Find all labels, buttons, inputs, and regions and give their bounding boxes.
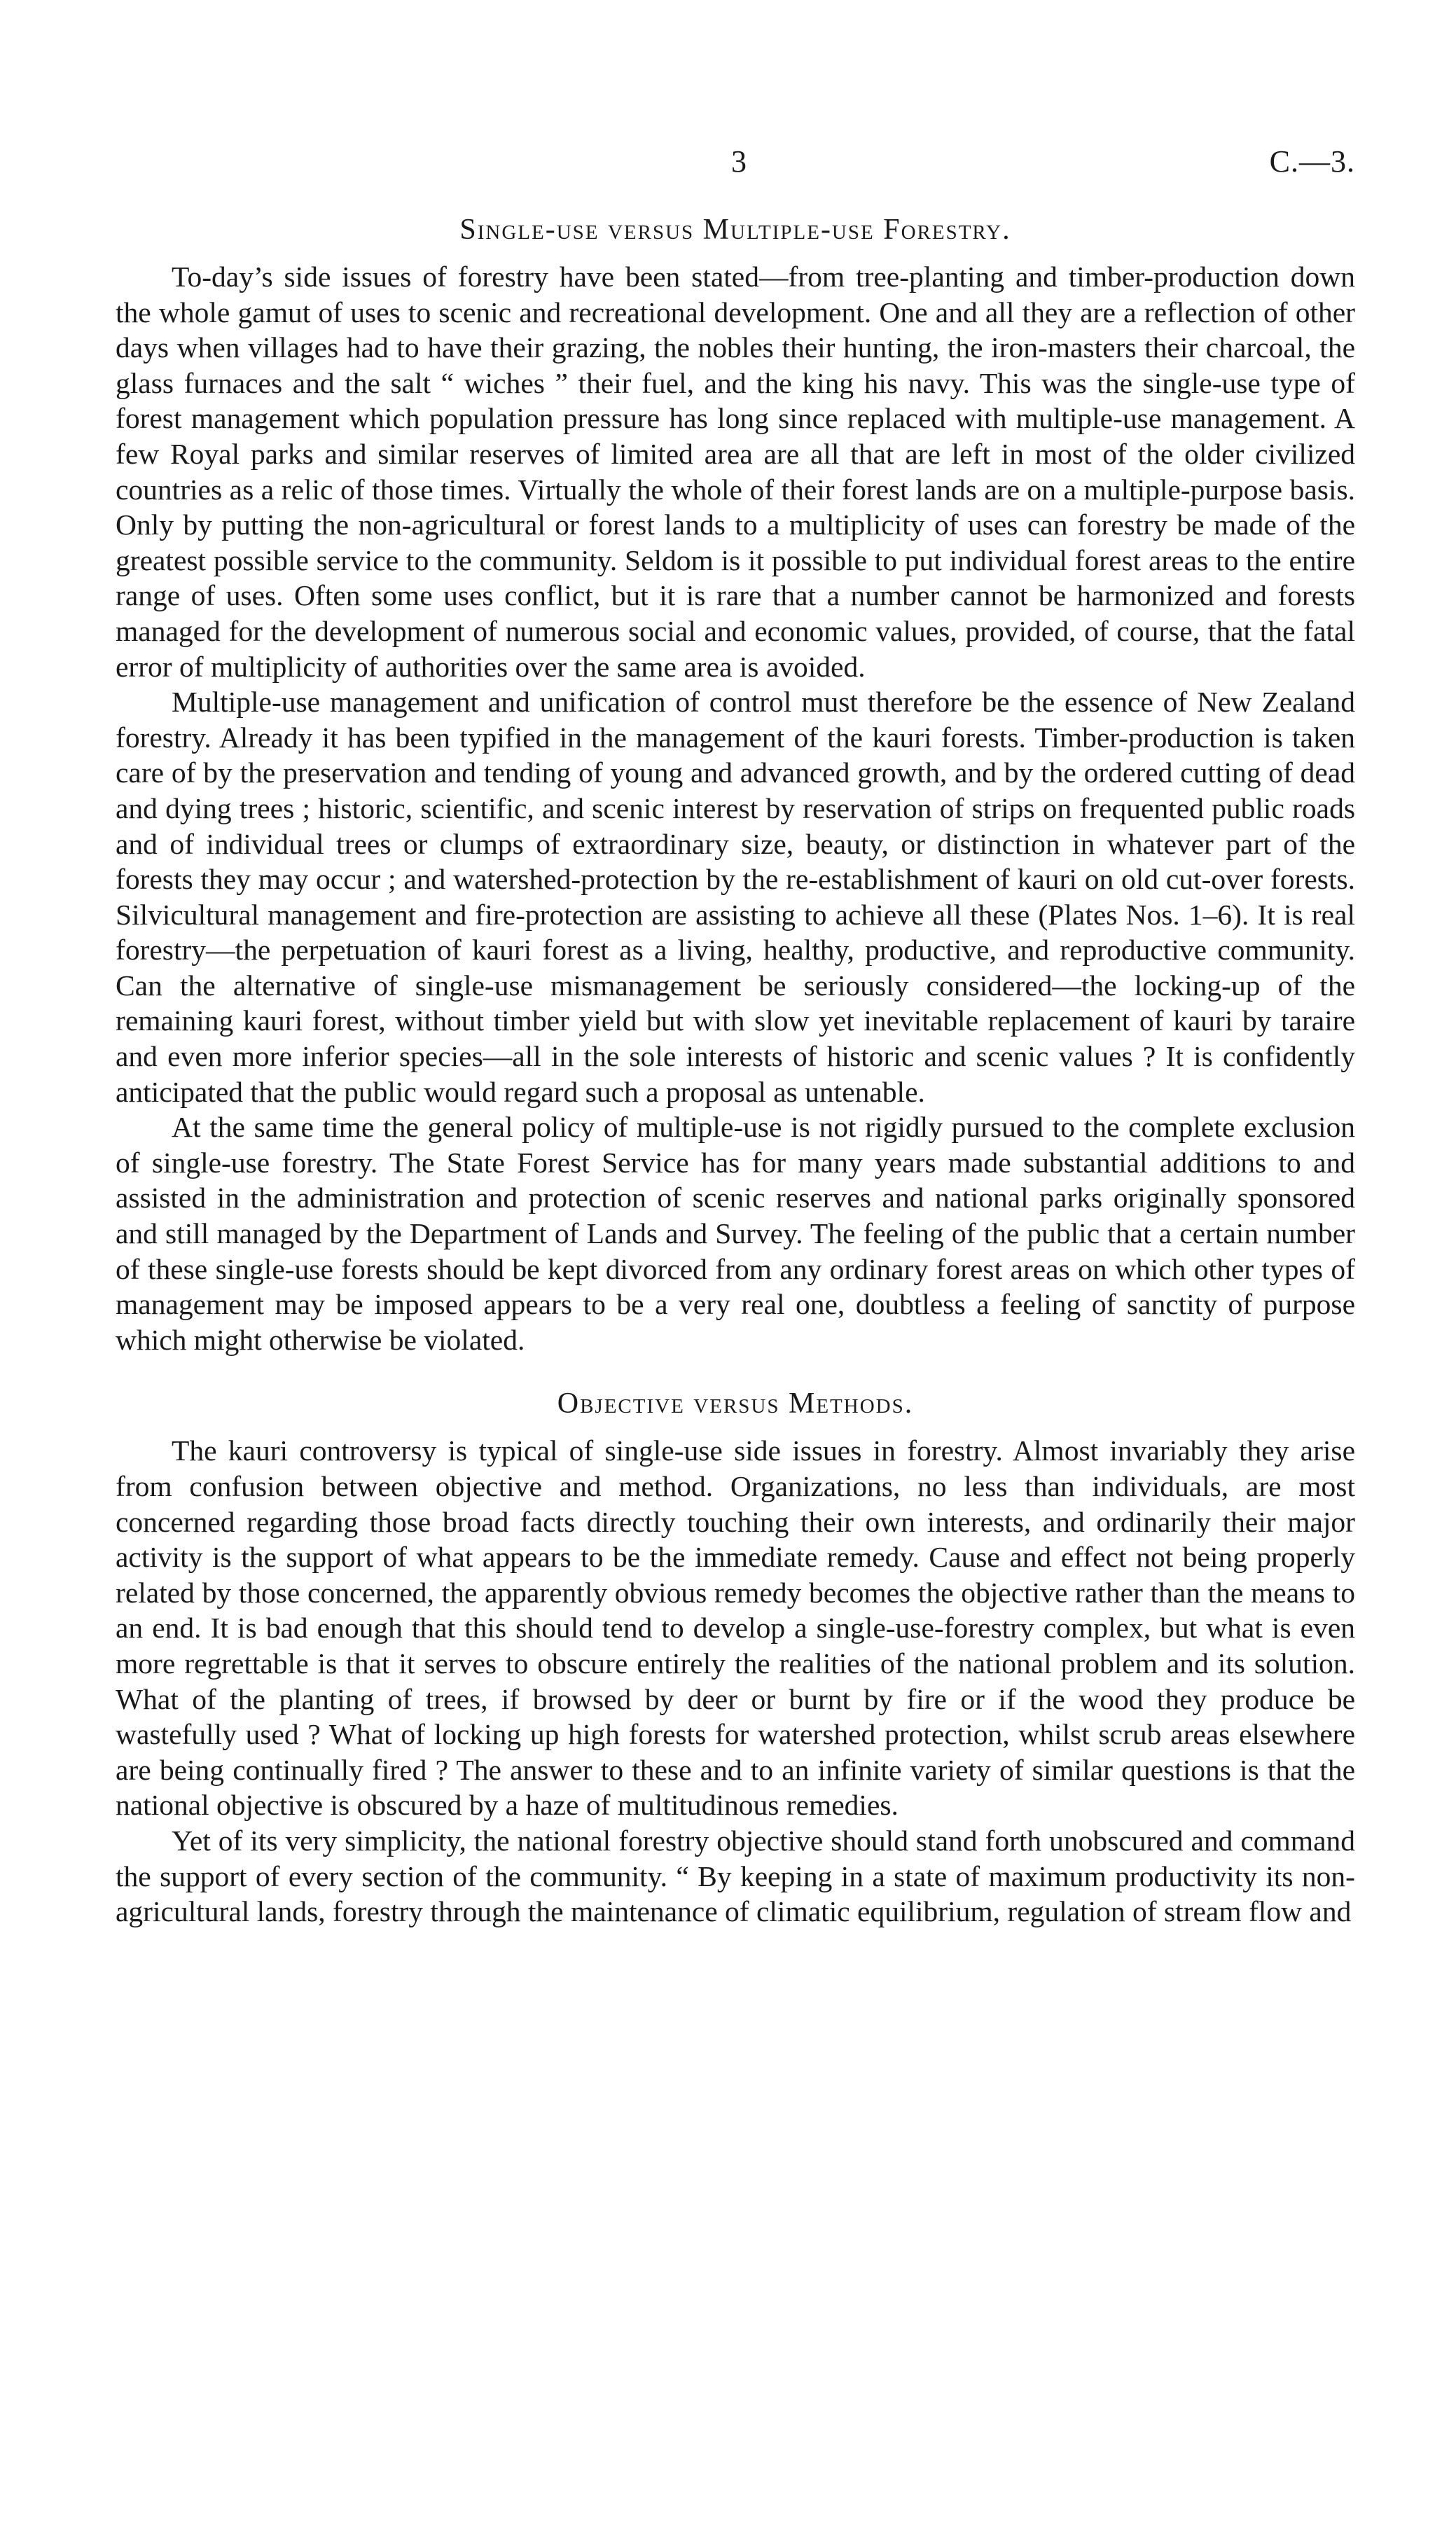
paragraph: The kauri controversy is typical of single-use side issues in forestry. Almost invariably they arise from confusion between objective and method. Organizations, no less than individuals, are most concerned regarding those broad facts directly touching their own interests, and ordinarily their major activity is the support of what appears to be the immediate remedy. Cause and effect not being properly related by those concerned, the apparently obvious remedy becomes the objective rather than the means to an end. It is bad enough that this should tend to develop a single-use-forestry complex, but what is even more regrettable is that it serves to obscure entirely the realities of the national problem and its solution. What of the planting of trees, if browsed by deer or burnt by fire or if the wood they produce be wastefully used ? What of locking up high forests for watershed protection, whilst scrub areas elsewhere are being continually fired ? The answer to these and to an infinite variety of similar questions is that the national objective is obscured by a haze of multitudinous remedies. xyxy=(116,1434,1355,1822)
page-number: 3 xyxy=(731,144,747,179)
paragraph: Yet of its very simplicity, the national forestry objective should stand forth unobscured and command the support of every section of the community. “ By keeping in a state of maximum productivity its non-agricultural lands, forestry through the maintenance of climatic equilibrium, regulation of stream flow and xyxy=(116,1824,1355,1928)
document-reference: C.—3. xyxy=(1269,144,1355,179)
paragraph: At the same time the general policy of multiple-use is not rigidly pursued to the complete exclusion of single-use forestry. The State Forest Service has for many years made substantial additions to and assisted in the administration and protection of scenic reserves and national parks originally sponsored and still managed by the Department of Lands and Survey. The feeling of the public that a certain number of these single-use forests should be kept divorced from any ordinary forest areas on which other types of management may be imposed appears to be a very real one, doubtless a feeling of sanctity of purpose which might otherwise be violated. xyxy=(116,1111,1355,1356)
page-header xyxy=(116,144,1355,186)
page-body xyxy=(116,210,1355,1930)
section-title-single-use: Single-use versus Multiple-use Forestry. xyxy=(459,214,1011,246)
paragraph: To-day’s side issues of forestry have been stated—from tree-planting and timber-production down the whole gamut of uses to scenic and recreational development. One and all they are a reflection of other days when villages had to have their grazing, the nobles their hunting, the iron-masters their charcoal, the glass furnaces and the salt “ wiches ” their fuel, and the king his navy. This was the single-use type of forest management which population pressure has long since replaced with multiple-use management. A few Royal parks and similar reserves of limited area are all that are left in most of the older civilized countries as a relic of those times. Virtually the whole of their forest lands are on a multiple-purpose basis. Only by putting the non-agricultural or forest lands to a multiplicity of uses can forestry be made of the greatest possible service to the community. Seldom is it possible to put individual forest areas to the entire range of uses. Often some uses conflict, but it is rare that a number cannot be harmonized and forests managed for the development of numerous social and economic values, provided, of course, that the fatal error of multiplicity of authorities over the same area is avoided. xyxy=(116,261,1355,683)
paragraph: Multiple-use management and unification of control must therefore be the essence of New Zealand forestry. Already it has been typified in the management of the kauri forests. Timber-production is taken care of by the preservation and tending of young and advanced growth, and by the ordered cutting of dead and dying trees ; historic, scientific, and scenic interest by reservation of strips on frequented public roads and of individual trees or clumps of extraordinary size, beauty, or distinction in whatever part of the forests they may occur ; and watershed-protection by the re-establishment of kauri on old cut-over forests. Silvicultural management and fire-protection are assisting to achieve all these (Plates Nos. 1–6). It is real forestry—the perpetuation of kauri forest as a living, healthy, productive, and reproductive community. Can the alternative of single-use mismanagement be seriously considered—the locking-up of the remaining kauri forest, without timber yield but with slow yet inevitable replacement of kauri by taraire and even more inferior species—all in the sole interests of historic and scenic values ? It is confidently anticipated that the public would regard such a proposal as untenable. xyxy=(116,686,1355,1108)
section-title-objective: Objective versus Methods. xyxy=(557,1387,914,1420)
